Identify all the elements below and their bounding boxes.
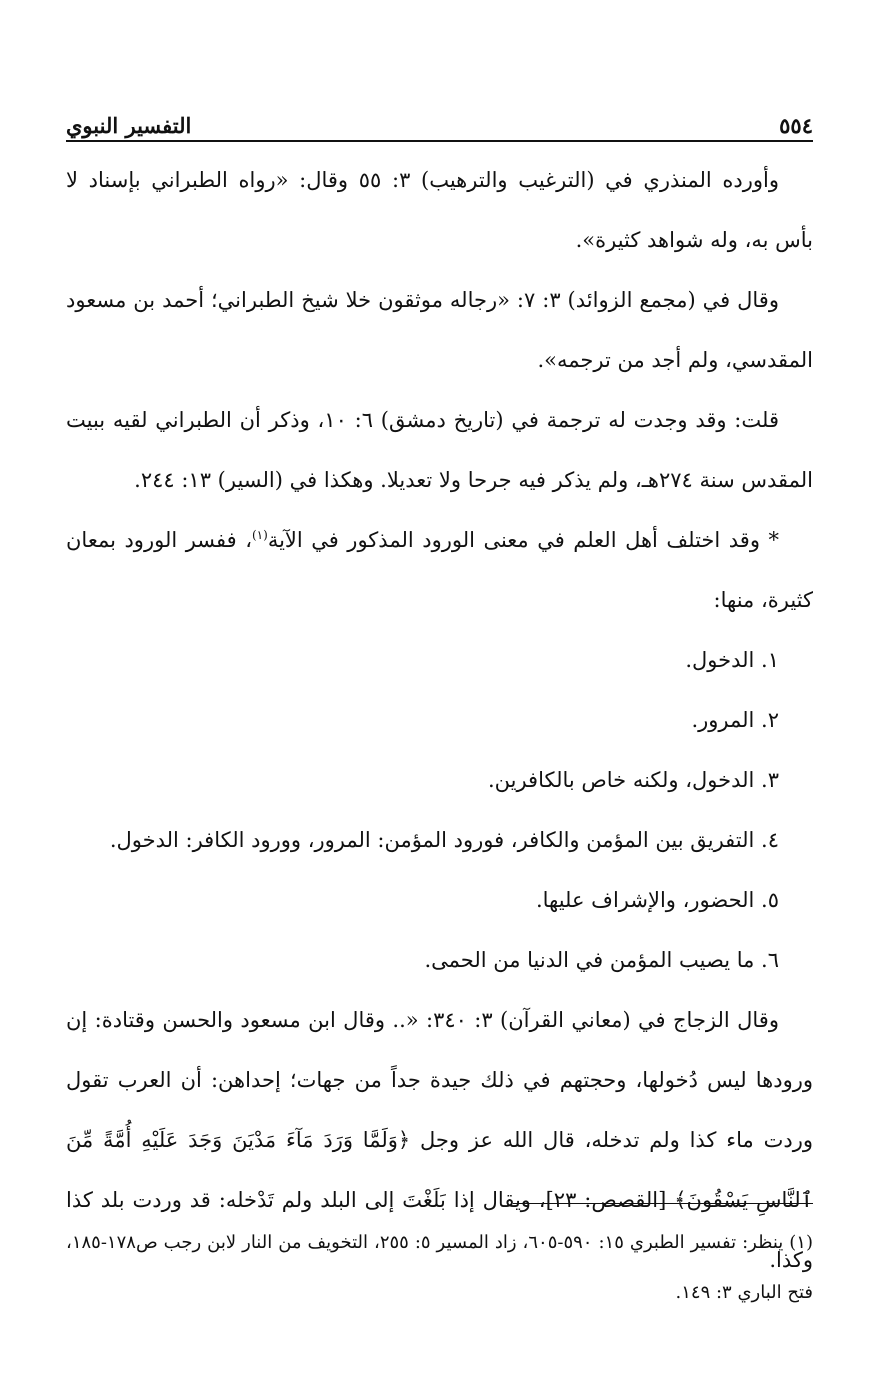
main-text <box>66 150 813 1290</box>
paragraph-mundhiri: وأورده المنذري في (الترغيب والترهيب) ٣: ٥٥ وقال: «رواه الطبراني بإسناد لا بأس به، وله شواهد كثيرة». <box>66 168 813 252</box>
footnote-rule <box>513 1203 813 1204</box>
paragraph-wurud-meanings <box>66 510 813 630</box>
page-number: ٥٥٤ <box>779 113 813 138</box>
header-rule <box>66 140 813 142</box>
footnote-1: (١) ينظر: تفسير الطبري ١٥: ٥٩٠-٦٠٥، زاد المسير ٥: ٢٥٥، التخويف من النار لابن رجب ص١٧٨-١٨٥، فتح الباري ٣: ١٤٩. <box>66 1232 813 1303</box>
list-item: ٢. المرور. <box>691 708 779 732</box>
paragraph-text: * وقد اختلف أهل العلم في معنى الورود المذكور في الآية <box>267 528 779 552</box>
list-item: ١. الدخول. <box>685 648 779 672</box>
running-title: التفسير النبوي <box>66 113 192 138</box>
running-header <box>66 108 813 138</box>
paragraph-zajjaj: وقال الزجاج في (معاني القرآن) ٣: ٣٤٠: «.. وقال ابن مسعود والحسن وقتادة: إن ورودها ليس دُخولها، وحجتهم في ذلك جيدة جداً من جهات؛ إحداهن: أن العرب تقول وردت ماء كذا ولم تدخله، قال الله عز وجل ﴿وَلَمَّا وَرَدَ مَآءَ مَدْيَنَ وَجَدَ عَلَيْهِ أُمَّةً مِّنَ ٱلنَّاسِ يَسْقُونَ﴾ [القصص: ٢٣]، ويقال إذا بَلَغْتَ إلى البلد ولم تَدْخله: قد وردت بلد كذا وكذا. <box>66 1008 813 1272</box>
list-item: ٣. الدخول، ولكنه خاص بالكافرين. <box>487 768 779 792</box>
list-item: ٦. ما يصيب المؤمن في الدنيا من الحمى. <box>424 948 779 972</box>
footnotes <box>66 1218 813 1318</box>
list-item: ٥. الحضور، والإشراف عليها. <box>535 888 779 912</box>
paragraph-majma-zawaid: وقال في (مجمع الزوائد) ٣: ٧: «رجاله موثقون خلا شيخ الطبراني؛ أحمد بن مسعود المقدسي، ولم أجد من ترجمه». <box>66 288 813 372</box>
footnote-reference: (١) <box>251 528 268 542</box>
list-item: ٤. التفريق بين المؤمن والكافر، فورود المؤمن: المرور، وورود الكافر: الدخول. <box>109 828 779 852</box>
paragraph-tarikh-dimashq: قلت: وقد وجدت له ترجمة في (تاريخ دمشق) ٦: ١٠، وذكر أن الطبراني لقيه ببيت المقدس سنة ٢٧٤هـ، ولم يذكر فيه جرحا ولا تعديلا. وهكذا في (السير) ١٣: ٢٤٤. <box>66 408 813 492</box>
paragraph-text: ، ففسر الورود بمعان كثيرة، منها: <box>66 528 813 612</box>
